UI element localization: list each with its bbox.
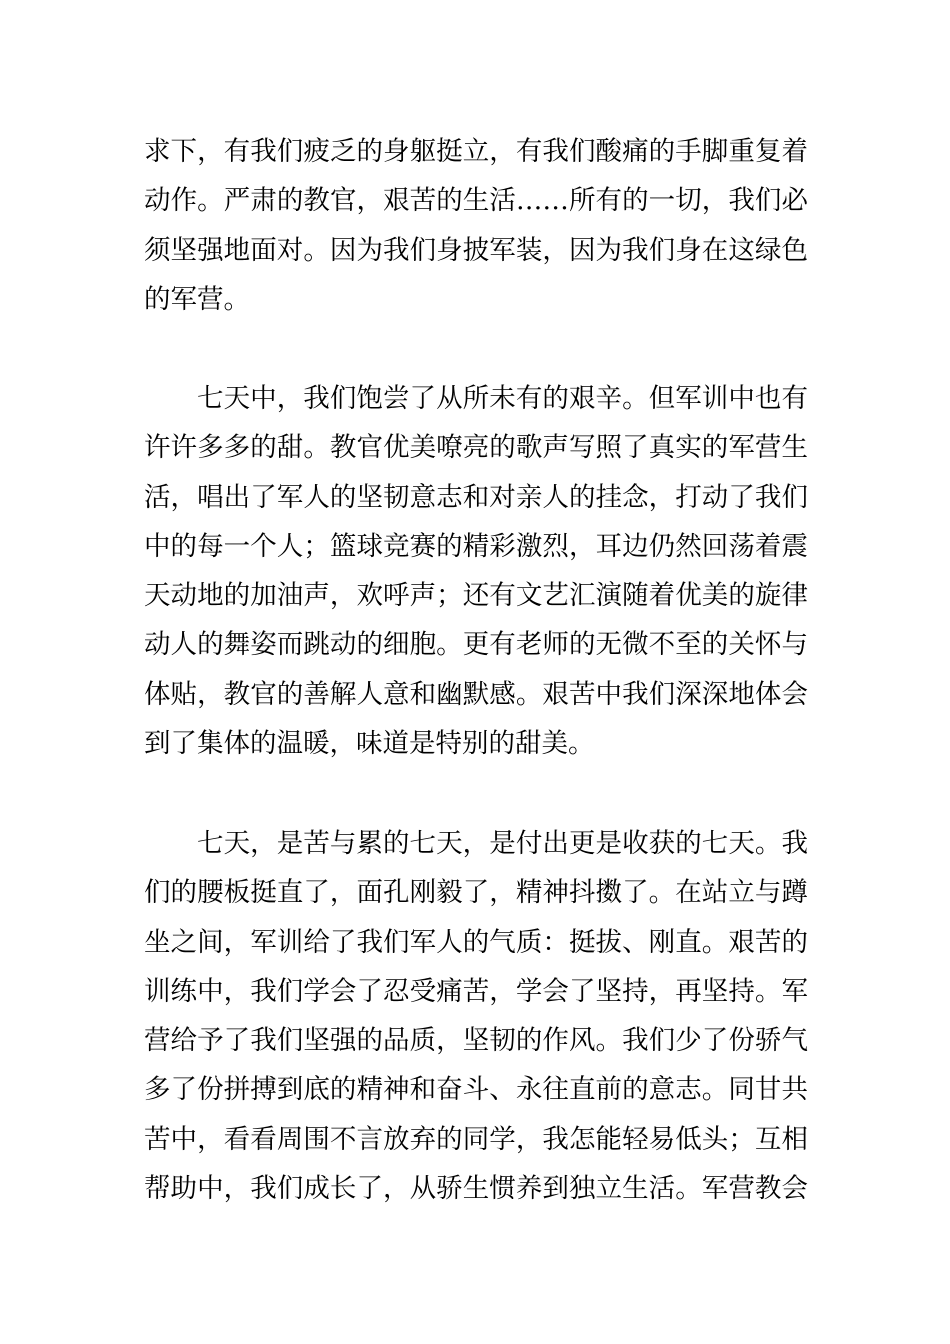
text-line: 到了集体的温暖，味道是特别的甜美。 <box>144 728 595 760</box>
text-line: 活，唱出了军人的坚韧意志和对亲人的挂念，打动了我们 <box>144 481 808 513</box>
text-line: 动作。严肃的教官，艰苦的生活……所有的一切，我们必 <box>144 185 808 217</box>
paragraph-1 <box>144 127 808 324</box>
text-line: 七天，是苦与累的七天，是付出更是收获的七天。我 <box>197 828 808 859</box>
text-line: 须坚强地面对。因为我们身披军装，因为我们身在这绿色 <box>144 234 808 266</box>
text-line: 坐之间，军训给了我们军人的气质：挺拔、刚直。艰苦的 <box>144 926 808 958</box>
paragraph-2 <box>144 374 808 768</box>
paragraph-3 <box>144 819 808 1213</box>
text-line: 营给予了我们坚强的品质，坚韧的作风。我们少了份骄气 <box>144 1025 808 1057</box>
text-line: 天动地的加油声，欢呼声；还有文艺汇演随着优美的旋律 <box>144 580 808 612</box>
text-line: 苦中，看看周围不言放弃的同学，我怎能轻易低头；互相 <box>144 1123 808 1155</box>
text-line: 们的腰板挺直了，面孔刚毅了，精神抖擞了。在站立与蹲 <box>144 877 808 909</box>
text-line: 许许多多的甜。教官优美嘹亮的歌声写照了真实的军营生 <box>144 432 808 464</box>
text-line: 求下，有我们疲乏的身躯挺立，有我们酸痛的手脚重复着 <box>144 136 808 167</box>
text-line: 的军营。 <box>144 283 250 315</box>
text-line: 多了份拼搏到底的精神和奋斗、永往直前的意志。同甘共 <box>144 1074 808 1106</box>
text-line: 训练中，我们学会了忍受痛苦，学会了坚持，再坚持。军 <box>144 975 808 1007</box>
text-line: 七天中，我们饱尝了从所未有的艰辛。但军训中也有 <box>197 383 808 414</box>
text-line: 动人的舞姿而跳动的细胞。更有老师的无微不至的关怀与 <box>144 629 808 661</box>
text-line: 帮助中，我们成长了，从骄生惯养到独立生活。军营教会 <box>144 1173 808 1205</box>
text-line: 体贴，教官的善解人意和幽默感。艰苦中我们深深地体会 <box>144 678 808 710</box>
text-line: 中的每一个人；篮球竞赛的精彩激烈，耳边仍然回荡着震 <box>144 530 808 562</box>
